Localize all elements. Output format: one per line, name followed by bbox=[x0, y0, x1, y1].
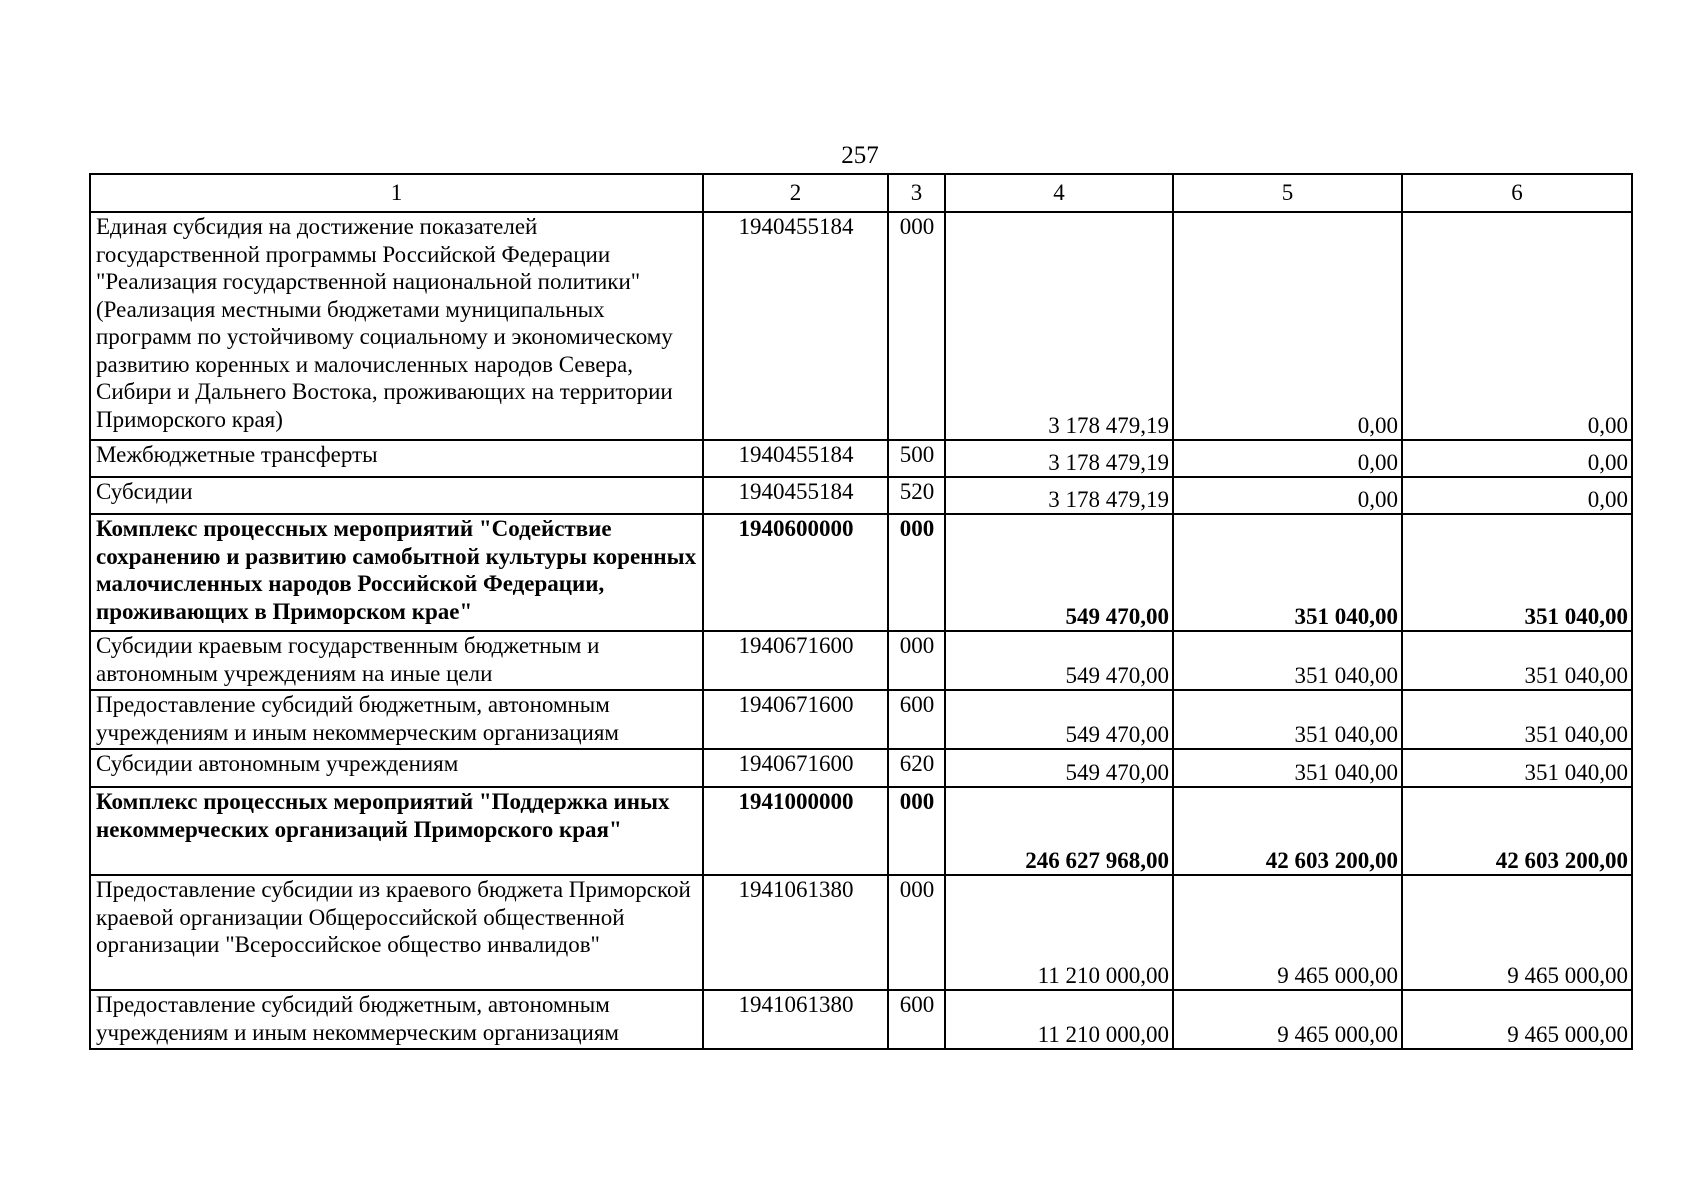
row-code: 1940671600 bbox=[703, 749, 888, 787]
table-row bbox=[90, 514, 1632, 631]
row-value-2: 0,00 bbox=[1173, 477, 1402, 514]
table-row bbox=[90, 749, 1632, 787]
row-code: 1941061380 bbox=[703, 990, 888, 1049]
table-row bbox=[90, 477, 1632, 514]
row-value-3: 9 465 000,00 bbox=[1402, 875, 1632, 990]
budget-table bbox=[89, 173, 1633, 1050]
row-value-1: 11 210 000,00 bbox=[945, 875, 1173, 990]
row-value-2: 9 465 000,00 bbox=[1173, 875, 1402, 990]
row-value-3: 9 465 000,00 bbox=[1402, 990, 1632, 1049]
row-value-1: 3 178 479,19 bbox=[945, 212, 1173, 440]
row-code: 1940455184 bbox=[703, 477, 888, 514]
row-value-3: 0,00 bbox=[1402, 477, 1632, 514]
row-name: Субсидии краевым государственным бюджетным и автономным учреждениям на иные цели bbox=[90, 631, 703, 690]
page-number: 257 bbox=[841, 142, 879, 169]
row-value-3: 0,00 bbox=[1402, 440, 1632, 477]
row-value-3: 351 040,00 bbox=[1402, 631, 1632, 690]
row-code: 1940671600 bbox=[703, 690, 888, 749]
row-value-3: 42 603 200,00 bbox=[1402, 787, 1632, 875]
row-name: Межбюджетные трансферты bbox=[90, 440, 703, 477]
row-name: Субсидии bbox=[90, 477, 703, 514]
row-value-3: 351 040,00 bbox=[1402, 514, 1632, 631]
row-name: Комплекс процессных мероприятий "Содействие сохранению и развитию самобытной культуры коренных малочисленных народов Российской Федерации, проживающих в Приморском крае" bbox=[90, 514, 703, 631]
row-value-2: 351 040,00 bbox=[1173, 690, 1402, 749]
row-value-2: 351 040,00 bbox=[1173, 514, 1402, 631]
column-header: 4 bbox=[945, 174, 1173, 212]
row-value-1: 3 178 479,19 bbox=[945, 477, 1173, 514]
row-value-2: 351 040,00 bbox=[1173, 749, 1402, 787]
row-kind: 000 bbox=[888, 212, 945, 440]
row-kind: 600 bbox=[888, 990, 945, 1049]
row-value-2: 0,00 bbox=[1173, 440, 1402, 477]
row-value-1: 11 210 000,00 bbox=[945, 990, 1173, 1049]
row-value-3: 351 040,00 bbox=[1402, 749, 1632, 787]
row-name: Предоставление субсидий бюджетным, автономным учреждениям и иным некоммерческим организациям bbox=[90, 690, 703, 749]
row-value-1: 3 178 479,19 bbox=[945, 440, 1173, 477]
column-header: 6 bbox=[1402, 174, 1632, 212]
row-code: 1941061380 bbox=[703, 875, 888, 990]
row-code: 1941000000 bbox=[703, 787, 888, 875]
row-code: 1940600000 bbox=[703, 514, 888, 631]
row-kind: 000 bbox=[888, 514, 945, 631]
table-row bbox=[90, 990, 1632, 1049]
row-name: Предоставление субсидий бюджетным, автономным учреждениям и иным некоммерческим организациям bbox=[90, 990, 703, 1049]
row-name: Комплекс процессных мероприятий "Поддержка иных некоммерческих организаций Приморского края" bbox=[90, 787, 703, 875]
table-row bbox=[90, 690, 1632, 749]
row-value-2: 0,00 bbox=[1173, 212, 1402, 440]
row-code: 1940671600 bbox=[703, 631, 888, 690]
column-header: 2 bbox=[703, 174, 888, 212]
table-row bbox=[90, 631, 1632, 690]
row-kind: 520 bbox=[888, 477, 945, 514]
row-kind: 600 bbox=[888, 690, 945, 749]
row-value-1: 549 470,00 bbox=[945, 749, 1173, 787]
row-value-1: 549 470,00 bbox=[945, 631, 1173, 690]
row-name: Единая субсидия на достижение показателей государственной программы Российской Федерации "Реализация государственной национальной политики" (Реализация местными бюджетами муниципальных программ по устойчивому социальному и экономическому развитию коренных и малочисленных народов Севера, Сибири и Дальнего Востока, проживающих на территории Приморского края) bbox=[90, 212, 703, 440]
row-value-1: 246 627 968,00 bbox=[945, 787, 1173, 875]
row-code: 1940455184 bbox=[703, 212, 888, 440]
row-kind: 000 bbox=[888, 875, 945, 990]
row-kind: 620 bbox=[888, 749, 945, 787]
row-kind: 000 bbox=[888, 631, 945, 690]
table-row bbox=[90, 787, 1632, 875]
row-value-2: 351 040,00 bbox=[1173, 631, 1402, 690]
row-value-1: 549 470,00 bbox=[945, 514, 1173, 631]
row-value-3: 0,00 bbox=[1402, 212, 1632, 440]
column-header: 3 bbox=[888, 174, 945, 212]
row-value-1: 549 470,00 bbox=[945, 690, 1173, 749]
table-row bbox=[90, 440, 1632, 477]
table-row bbox=[90, 875, 1632, 990]
column-header: 1 bbox=[90, 174, 703, 212]
row-kind: 500 bbox=[888, 440, 945, 477]
row-value-3: 351 040,00 bbox=[1402, 690, 1632, 749]
row-name: Предоставление субсидии из краевого бюджета Приморской краевой организации Общероссийской общественной организации "Всероссийское общество инвалидов" bbox=[90, 875, 703, 990]
row-code: 1940455184 bbox=[703, 440, 888, 477]
table-row bbox=[90, 212, 1632, 440]
row-kind: 000 bbox=[888, 787, 945, 875]
row-name: Субсидии автономным учреждениям bbox=[90, 749, 703, 787]
row-value-2: 9 465 000,00 bbox=[1173, 990, 1402, 1049]
table-header-row bbox=[90, 174, 1632, 212]
row-value-2: 42 603 200,00 bbox=[1173, 787, 1402, 875]
column-header: 5 bbox=[1173, 174, 1402, 212]
